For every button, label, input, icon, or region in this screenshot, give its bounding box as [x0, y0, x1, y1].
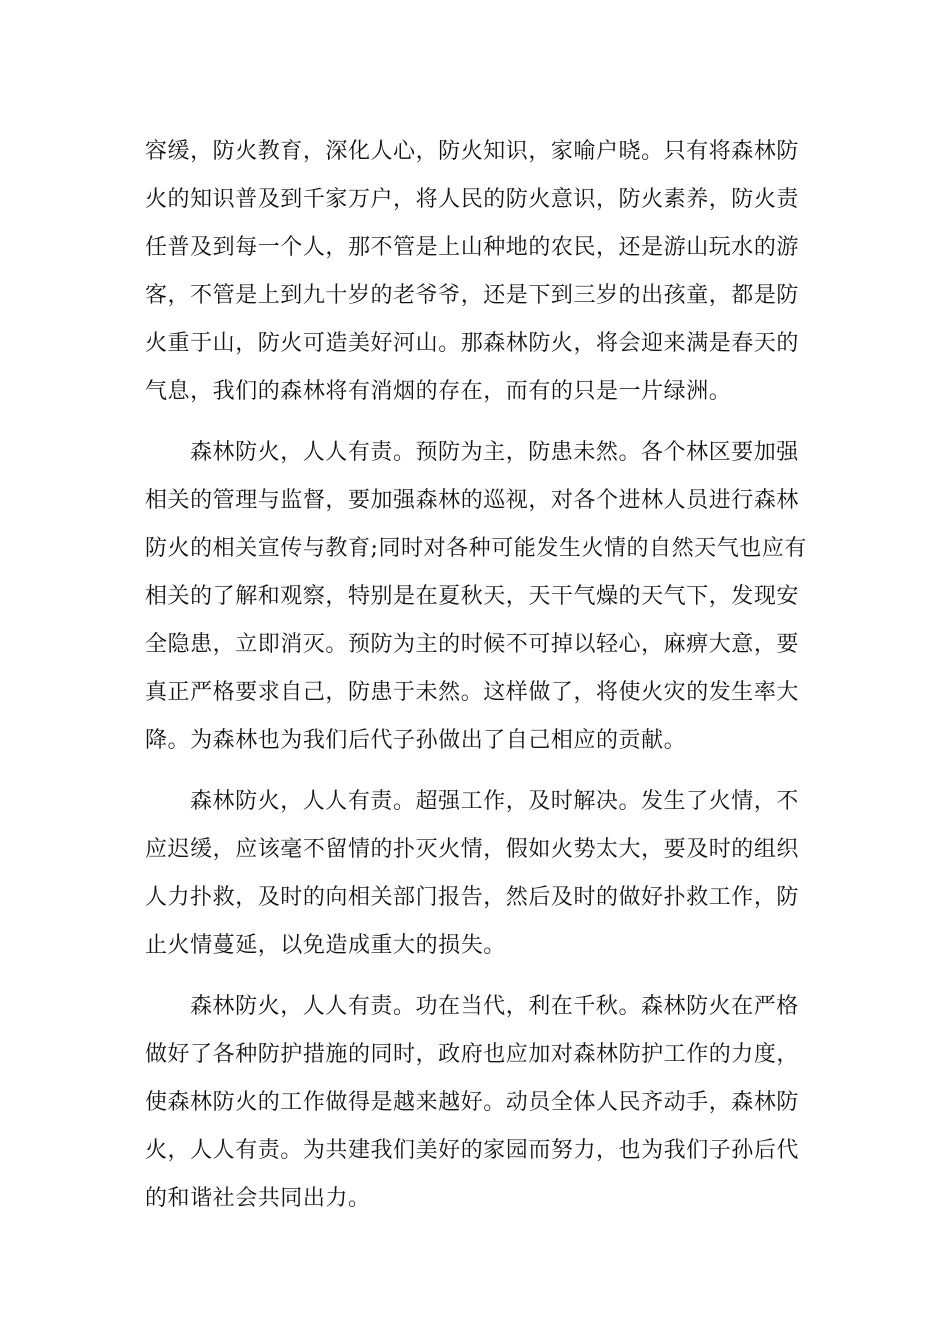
- paragraph-4: [145, 983, 810, 1223]
- text-line: 任普及到每一个人，那不管是上山种地的农民，还是游山玩水的游: [145, 235, 799, 260]
- text-line: 森林防火，人人有责。预防为主，防患未然。各个林区要加强: [190, 440, 799, 465]
- paragraph-2: [145, 429, 810, 765]
- text-line: 应迟缓，应该毫不留情的扑灭火情，假如火势太大，要及时的组织: [145, 837, 799, 862]
- text-line: 降。为森林也为我们后代子孙做出了自己相应的贡献。: [145, 728, 687, 753]
- document-body: [145, 128, 810, 1223]
- paragraph-3: [145, 778, 810, 970]
- paragraph-1: [145, 128, 810, 416]
- text-line: 容缓，防火教育，深化人心，防火知识，家喻户晓。只有将森林防: [145, 139, 799, 164]
- text-line: 相关的管理与监督，要加强森林的巡视，对各个进林人员进行森林: [145, 488, 799, 513]
- text-line: 相关的了解和观察，特别是在夏秋天，天干气燥的天气下，发现安: [145, 584, 799, 609]
- text-line: 的和谐社会共同出力。: [145, 1186, 371, 1211]
- text-line: 森林防火，人人有责。功在当代，利在千秋。森林防火在严格: [190, 994, 799, 1019]
- text-line: 火，人人有责。为共建我们美好的家园而努力，也为我们子孙后代: [145, 1138, 799, 1163]
- text-line: 气息，我们的森林将有消烟的存在，而有的只是一片绿洲。: [145, 379, 732, 404]
- text-line: 火重于山，防火可造美好河山。那森林防火，将会迎来满是春天的: [145, 331, 799, 356]
- text-line: 防火的相关宣传与教育;同时对各种可能发生火情的自然天气也应有: [145, 536, 807, 561]
- text-line: 客，不管是上到九十岁的老爷爷，还是下到三岁的出孩童，都是防: [145, 283, 799, 308]
- text-line: 全隐患，立即消灭。预防为主的时候不可掉以轻心，麻痹大意，要: [145, 632, 799, 657]
- text-line: 使森林防火的工作做得是越来越好。动员全体人民齐动手，森林防: [145, 1090, 799, 1115]
- text-line: 止火情蔓延，以免造成重大的损失。: [145, 933, 506, 958]
- text-line: 森林防火，人人有责。超强工作，及时解决。发生了火情，不: [190, 789, 799, 814]
- text-line: 人力扑救，及时的向相关部门报告，然后及时的做好扑救工作，防: [145, 885, 799, 910]
- text-line: 做好了各种防护措施的同时，政府也应加对森林防护工作的力度，: [145, 1042, 799, 1067]
- text-line: 真正严格要求自己，防患于未然。这样做了，将使火灾的发生率大: [145, 680, 799, 705]
- text-line: 火的知识普及到千家万户，将人民的防火意识，防火素养，防火责: [145, 187, 799, 212]
